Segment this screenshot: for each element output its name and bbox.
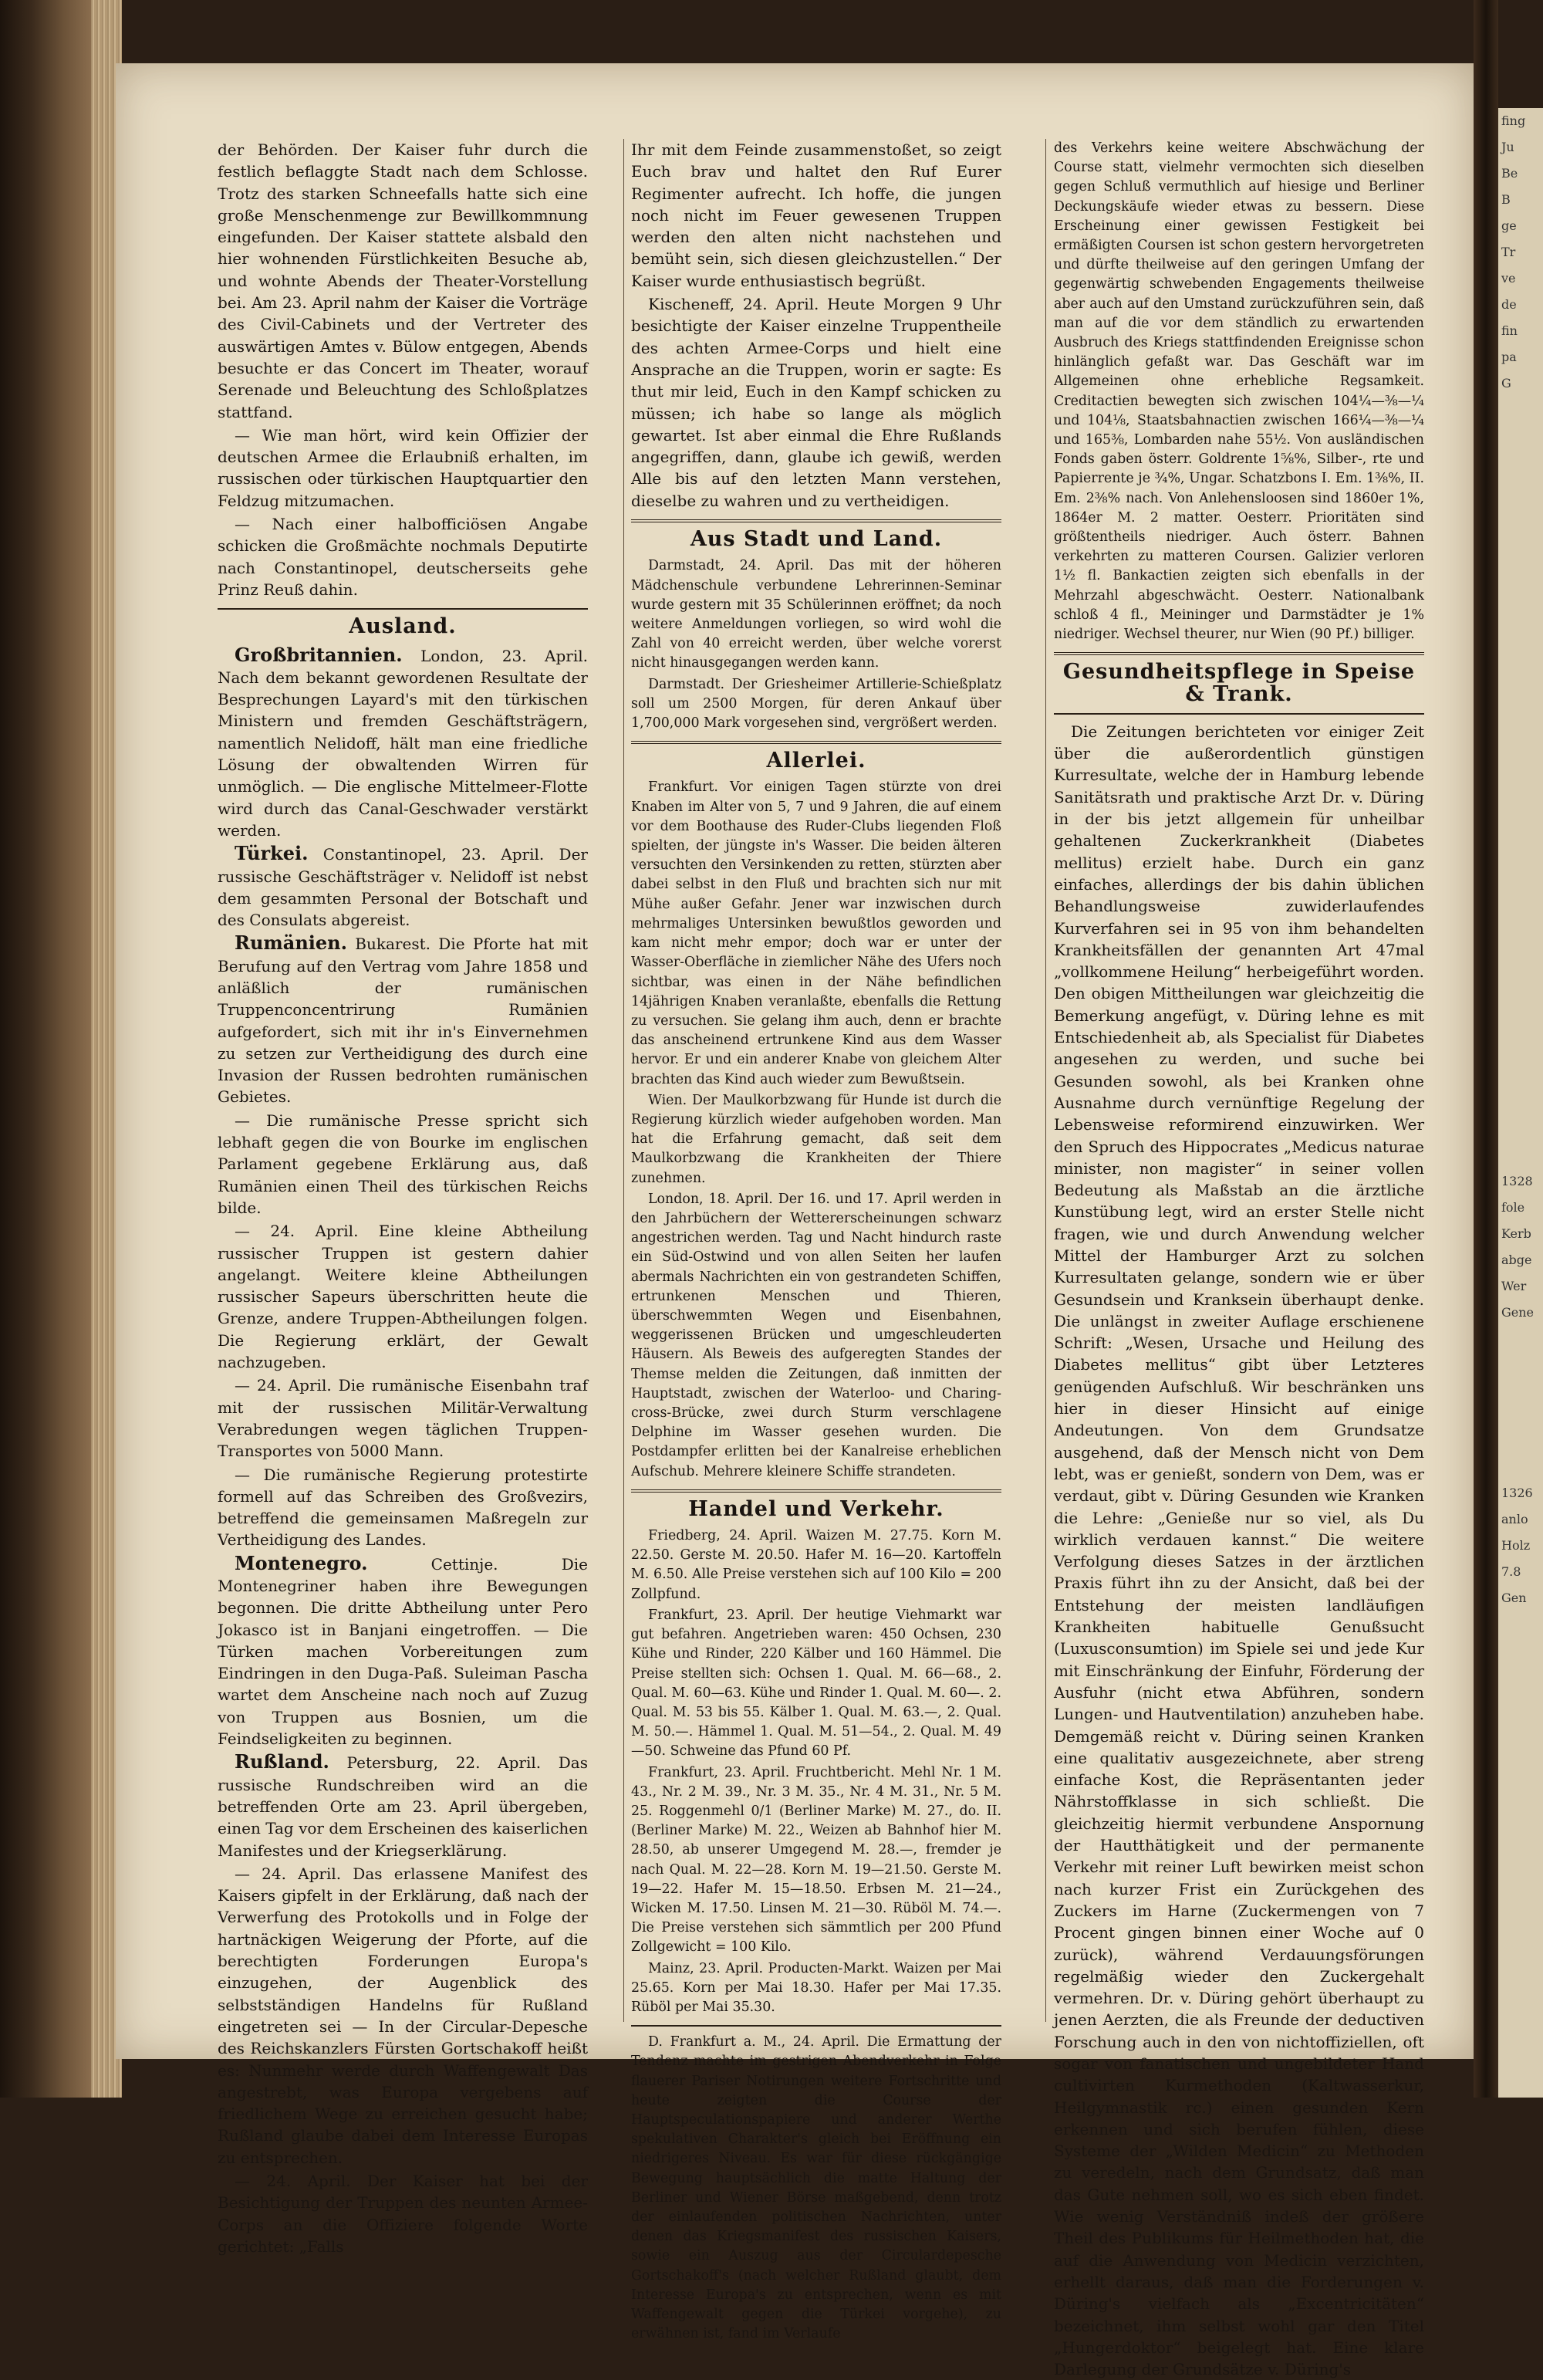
- section-rule: [631, 519, 1001, 522]
- col2-paragraph: Mainz, 23. April. Producten-Markt. Waizen per Mai 25.65. Korn per Mai 18.30. Hafer per Mai 17.35. Rüböl per Mai 35.30.: [631, 1960, 1001, 2015]
- col1-paragraph: — Nach einer halbofficiösen Angabe schicken die Großmächte nochmals Deputirte nach Constantinopel, deutscherseits gehe Prinz Reuß dahin.: [218, 515, 588, 599]
- section-heading-stadt-und-land: Aus Stadt und Land.: [690, 527, 943, 552]
- facing-page-fragment: ve: [1501, 271, 1516, 286]
- facing-page-fragment: Gen: [1501, 1591, 1527, 1605]
- col1-paragraph: London, 23. April. Nach dem bekannt gewordenen Resultate der Besprechungen Layard's mit den türkischen Ministern und fremden Geschäftsträgern, namentlich Nelidoff, hält man eine friedliche Lösung der obwaltenden Wirren für unmöglich. — Die englische Mittelmeer-Flotte wird durch das Canal-Geschwader verstärkt werden.: [218, 646, 589, 840]
- facing-page-edge: [1498, 108, 1543, 2098]
- col2-paragraph: D. Frankfurt a. M., 24. April. Die Ermattung der Tendenz machte im gestrigen Abendverkehr in Folge flauerer Pariser Notirungen weitere Fortschritte und heute zeigten die Course der Hauptspeculationspapiere und anderer Werthe spekulativen Charakter's gleich bei Eröffnung ein niedrigeres Niveau. Es war für diese rückgängige Bewegung hauptsächlich die matte Haltung der Berliner und Wiener Börse maßgebend, denn trotz der einlaufenden politischen Nachrichten, unter denen das Kriegsmanifest des russischen Kaisers, sowie ein Auszug aus der Circulardepesche Gortschakoff's (nach welcher Rußland glaubt, dem Interesse Europa's zu entsprechen, wenn es mit Waffengewalt gegen die Türkei vorgehe), zu erwähnen ist, fand im Verlaufe: [631, 2034, 1001, 2342]
- section-rule: [631, 2025, 1001, 2027]
- country-label: Rußland.: [235, 1750, 329, 1773]
- column-1: [218, 139, 589, 2256]
- col2-paragraph: Frankfurt, 23. April. Fruchtbericht. Mehl Nr. 1 M. 43., Nr. 2 M. 39., Nr. 3 M. 35., Nr. 4 M. 31., Nr. 5 M. 25. Roggenmehl 0/1 (Berliner Marke) M. 27., do. II. (Berliner Marke) M. 22., Weizen ab Bahnhof hier M. 28.50, ab unserer Umgegend M. 28.—, fremder je nach Qual. M. 22—28. Korn M. 19—21.50. Gerste M. 19—22. Hafer M. 15—18.50. Erbsen M. 21—24., Wicken M. 17.50. Linsen M. 21—30. Rüböl M. 74.—. Die Preise verstehen sich sämmtlich per 200 Pfund Zollgewicht = 100 Kilo.: [631, 1764, 1001, 1956]
- facing-page-fragment: 1328: [1501, 1174, 1533, 1188]
- facing-page-fragment: Ju: [1501, 140, 1514, 154]
- col3-paragraph: des Verkehrs keine weitere Abschwächung der Course statt, vielmehr vermochten sich dieselben gegen Schluß vermuthlich auf hiesige und Berliner Deckungskäufe wieder etwas zu bessern. Diese Erscheinung einer gewissen Festigkeit bei ermäßigten Coursen ist schon gestern hervorgetreten und dürfte theilweise auf den geringen Umfang der gegenwärtig schwebenden Engagements theilweise aber auch auf den Umstand zurückzuführen sein, daß man auf die vor dem ständlich zu erwartenden Ausbruch des Kriegs stattfindenden Ereignisse schon hinlänglich gefaßt war. Das Geschäft war im Allgemeinen ohne erhebliche Regsamkeit. Creditactien bewegten sich zwischen 104¼—⅜—¼ und 104⅛, Staatsbahnactien zwischen 166¼—⅜—¼ und 165⅜, Lombarden nahe 55½. Von ausländischen Fonds gaben österr. Goldrente 1⅝%, Silber-, rte und Papierrente je ¾%, Ungar. Schatzbons I. Em. 1⅜%, II. Em. 2⅜% nach. Von Anlehensloosen sind 1860er 1%, 1864er M. 2 matter. Oesterr. Prioritäten sind größtentheils niedriger. Auch österr. Bahnen verkehrten zu matteren Coursen. Galizier verloren 1½ fl. Bankactien zeigten sich ebenfalls in der Mehrzahl abgeschwächt. Oesterr. Nationalbank schloß 4 fl., Meininger und Darmstädter je 1% niedriger. Wechsel theurer, nur Wien (90 Pf.) billiger.: [1054, 140, 1424, 643]
- col2-paragraph: Darmstadt. Der Griesheimer Artillerie-Schießplatz soll um 2500 Morgen, für deren Ankauf über 1,700,000 Mark vorgesehen sind, vergrößert werden.: [631, 676, 1001, 731]
- col2-paragraph: Darmstadt, 24. April. Das mit der höheren Mädchenschule verbundene Lehrerinnen-Seminar wurde gestern mit 35 Schülerinnen eröffnet; da noch weitere Anmeldungen vorliegen, so wird wohl die Zahl von 40 erreicht werden, über welche vorerst nicht hinausgegangen werden kann.: [631, 558, 1001, 671]
- facing-page-fragment: fin: [1501, 323, 1518, 338]
- col1-paragraph: — 24. April. Das erlassene Manifest des Kaisers gipfelt in der Erklärung, daß nach der Verwerfung des Protokolls und in Folge der hartnäckigen Weigerung der Pforte, auf die berechtigten Forderungen Europa's einzugehen, der Augenblick des selbstständigen Handelns für Rußland eingetreten sei — In der Circular-Depesche des Reichskanzlers Fürsten Gortschakoff heißt es: Nunmehr werde durch Waffengewalt Das angestrebt, was Europa vergebens auf friedlichem Wege zu erreichen gesucht habe; Rußland glaube dabei dem Interesse Europas zu entsprechen.: [218, 1864, 588, 2167]
- column-2: [631, 139, 1001, 2342]
- country-label: Rumänien.: [235, 931, 347, 955]
- col1-paragraph: der Behörden. Der Kaiser fuhr durch die festlich beflaggte Stadt nach dem Schlosse. Trotz des starken Schneefalls hatte sich eine große Menschenmenge zur Bewillkommnung eingefunden. Der Kaiser stattete alsbald den hier wohnenden Fürstlichkeiten Besuche ab, und wohnte Abends der Theater-Vorstellung bei. Am 23. April nahm der Kaiser die Vorträge des Civil-Cabinets und der Vertreter des auswärtigen Amtes v. Bülow entgegen, Abends besuchte er das Concert im Theater, worauf Serenade und Beleuchtung des Schloßplatzes stattfand.: [218, 140, 588, 421]
- section-rule: [1054, 713, 1424, 715]
- facing-page-fragment: 1326: [1501, 1486, 1533, 1500]
- section-heading-ausland: Ausland.: [349, 614, 457, 639]
- facing-page-fragment: Tr: [1501, 245, 1516, 259]
- country-label: Montenegro.: [235, 1551, 368, 1574]
- col2-paragraph: Ihr mit dem Feinde zusammenstoßet, so zeigt Euch brav und haltet den Ruf Eurer Regimenter aufrecht. Ich hoffe, die jungen noch nicht im Feuer gewesenen Truppen werden den alten nicht nachstehen und bemüht sein, sich diesen gleichzustellen.“ Der Kaiser wurde enthusiastisch begrüßt.: [631, 140, 1001, 290]
- facing-page-fragment: anlo: [1501, 1512, 1528, 1526]
- facing-page-fragment: abge: [1501, 1253, 1532, 1267]
- facing-page-fragment: B: [1501, 192, 1511, 207]
- section-rule: [631, 1489, 1001, 1493]
- col1-paragraph: Bukarest. Die Pforte hat mit Berufung auf den Vertrag vom Jahre 1858 und anläßlich der rumänischen Truppenconcentrirung Rumänien aufgefordert, sich mit ihr in's Einvernehmen zu setzen zur Vertheidigung des durch eine Invasion der Russen bedrohten rumänischen Gebietes.: [218, 935, 589, 1107]
- facing-page-fragment: 7.8: [1501, 1564, 1521, 1579]
- col1-paragraph: — Die rumänische Regierung protestirte formell auf das Schreiben des Großvezirs, betreffend die gemeinsamen Maßregeln zur Vertheidigung des Landes.: [218, 1465, 588, 1550]
- country-label: Großbritannien.: [235, 643, 403, 666]
- col1-paragraph: — Wie man hört, wird kein Offizier der deutschen Armee die Erlaubniß erhalten, im russischen oder türkischen Hauptquartier den Feldzug mitzumachen.: [218, 425, 588, 510]
- section-heading-gesundheitspflege: Gesundheitspflege in Speise & Trank.: [1062, 660, 1416, 706]
- facing-page-fragment: pa: [1501, 350, 1517, 364]
- col1-paragraph: — 24. April. Eine kleine Abtheilung russischer Truppen ist gestern dahier angelangt. Weitere kleine Abtheilungen russischer Sapeurs überschritten heute die Grenze, andere Truppen-Abtheilungen folgen. Die Regierung erklärt, der Gewalt nachzugeben.: [218, 1222, 588, 1372]
- facing-page-fragment: Kerb: [1501, 1226, 1531, 1241]
- section-rule: [218, 608, 588, 610]
- col2-paragraph: Kischeneff, 24. April. Heute Morgen 9 Uhr besichtigte der Kaiser einzelne Truppentheile des achten Armee-Corps und hielt eine Ansprache an die Truppen, worin er sagte: Es thut mir leid, Euch in den Kampf schicken zu müssen; ich habe so lange als möglich gewartet. Ist aber einmal die Ehre Rußlands angegriffen, dann, glaube ich gewiß, werden Alle bis auf den letzten Mann verstehen, dieselbe zu wahren und zu vertheidigen.: [631, 295, 1001, 510]
- col1-paragraph: Cettinje. Die Montenegriner haben ihre Bewegungen begonnen. Die dritte Abtheilung unter Pero Jokasco ist in Banjani eingetroffen. — Die Türken machen Vorbereitungen zum Eindringen in den Duga-Paß. Suleiman Pascha wartet dem Anscheine nach noch auf Zuzug von Truppen aus Bosnien, um die Feindseligkeiten zu beginnen.: [218, 1554, 588, 1749]
- book-spine: [0, 0, 91, 2098]
- col1-paragraph: — 24. April. Die rumänische Eisenbahn traf mit der russischen Militär-Verwaltung Verabredungen wegen täglichen Truppen-Transportes von 5000 Mann.: [218, 1376, 588, 1461]
- col2-paragraph: Frankfurt, 23. April. Der heutige Viehmarkt war gut befahren. Angetrieben waren: 450 Ochsen, 230 Kühe und Rinder, 220 Kälber und 160 Hämmel. Die Preise stellten sich: Ochsen 1. Qual. M. 66—68., 2. Qual. M. 60—63. Kühe und Rinder 1. Qual. M. 60—. 2. Qual. M. 53 bis 55. Kälber 1. Qual. M. 63.—, 2. Qual. M. 50.—. Hämmel 1. Qual. M. 51—54., 2. Qual. M. 49—50. Schweine das Pfund 60 Pf.: [631, 1607, 1001, 1760]
- section-rule: [1054, 652, 1424, 655]
- col2-paragraph: Friedberg, 24. April. Waizen M. 27.75. Korn M. 22.50. Gerste M. 20.50. Hafer M. 16—20. Kartoffeln M. 6.50. Alle Preise verstehen sich auf 100 Kilo = 200 Zollpfund.: [631, 1528, 1001, 1602]
- facing-page-fragment: Holz: [1501, 1538, 1531, 1553]
- facing-page-fragment: fing: [1501, 113, 1526, 128]
- facing-page-fragment: ge: [1501, 218, 1517, 233]
- col1-paragraph: Constantinopel, 23. April. Der russische Geschäftsträger v. Nelidoff ist nebst dem gesammten Personal der Botschaft und des Consulats abgereist.: [218, 845, 588, 930]
- column-3: [1054, 139, 1424, 2379]
- facing-page-fragment: de: [1501, 297, 1517, 312]
- column-rule-2: [1045, 139, 1046, 2022]
- facing-page-fragment: fole: [1501, 1200, 1525, 1215]
- facing-page-fragment: Wer: [1501, 1279, 1527, 1293]
- section-rule: [631, 741, 1001, 744]
- col2-paragraph: Wien. Der Maulkorbzwang für Hunde ist durch die Regierung kürzlich wieder aufgehoben worden. Man hat die Erfahrung gemacht, daß seit dem Maulkorbzwang die Krankheiten der Thiere zunehmen.: [631, 1092, 1001, 1186]
- col1-paragraph: — 24. April. Der Kaiser hat bei der Besichtigung der Truppen des neunten Armee-Corps an die Offiziere folgende Worte gerichtet: „Falls: [218, 2172, 588, 2256]
- col2-paragraph: London, 18. April. Der 16. und 17. April werden in den Jahrbüchern der Wettererscheinungen schwarz angestrichen werden. Tag und Nacht hindurch raste ein Süd-Ostwind und von allen Seiten her laufen abermals Nachrichten ein von gestrandeten Schiffen, ertrunkenen Menschen und Thieren, überschwemmten Wegen und Eisenbahnen, weggerissenen Brücken und umgeschleuderten Häusern. Als Beweis des aufgeregten Standes der Themse melden die Zeitungen, daß inmitten der Hauptstadt, zwischen der Waterloo- und Charing-cross-Brücke, zwei durch Sturm verschlagene Delphine im Wasser gesehen wurden. Die Postdampfer erlitten bei der Kanalreise erheblichen Aufschub. Mehrere kleinere Schiffe strandeten.: [631, 1191, 1001, 1479]
- binding-gutter: [1474, 0, 1498, 2098]
- country-label: Türkei.: [235, 842, 309, 865]
- col1-paragraph: — Die rumänische Presse spricht sich lebhaft gegen die von Bourke im englischen Parlament gegebene Erklärung aus, daß Rumänien einen Theil des türkischen Reichs bilde.: [218, 1111, 588, 1217]
- col1-paragraph: Petersburg, 22. April. Das russische Rundschreiben wird an die betreffenden Orte am 23. April übergeben, einen Tag vor dem Erscheinen des kaiserlichen Manifestes und der Kriegserklärung.: [218, 1753, 588, 1860]
- facing-page-fragment: Be: [1501, 166, 1518, 181]
- section-heading-handel-und-verkehr: Handel und Verkehr.: [688, 1496, 944, 1521]
- facing-page-fragment: Gene: [1501, 1305, 1535, 1320]
- section-heading-allerlei: Allerlei.: [766, 749, 866, 773]
- col3-paragraph: Die Zeitungen berichteten vor einiger Zeit über die außerordentlich günstigen Kurresultate, welche der in Hamburg lebende Sanitätsrath und praktische Arzt Dr. v. Düring in der bis jetzt allgemein für unheilbar gehaltenen Zuckerkrankheit (Diabetes mellitus) erzielt habe. Durch ein ganz einfaches, allerdings der bis dahin üblichen Behandlungsweise zuwiderlaufendes Kurverfahren sei in 95 von ihm behandelten Krankheitsfällen der genannten Art 47mal „vollkommene Heilung“ herbeigeführt worden. Den obigen Mittheilungen war gleichzeitig die Bemerkung angefügt, v. Düring lehne es mit Entschiedenheit ab, als Specialist für Diabetes angesehen zu werden, und suche bei Gesunden sowohl, als bei Kranken ohne Ausnahme durch vernünftige Regelung der Lebensweise reformirend einzuwirken. Wer den Spruch des Hippocrates „Medicus naturae minister, non magister“ in seiner vollen Bedeutung als Maßstab an die ärztliche Kunstübung legt, wird an erster Stelle nicht fragen, wie und durch Anwendung welcher Mittel der Hamburger Arzt zu solchen Kurresultaten gelange, sondern wie er über Gesundsein und Kranksein überhaupt denke. Die unlängst in zweiter Auflage erschienene Schrift: „Wesen, Ursache und Heilung des Diabetes mellitus“ gibt über Letzteres genügenden Aufschluß. Wir beschränken uns hier in dieser Hinsicht auf einige Andeutungen. Von dem Grundsatze ausgehend, daß der Mensch nicht von Dem lebt, was er genießt, sondern von Dem, was er verdaut, gibt v. Düring Gesunden wie Kranken die Lehre: „Genieße nur so viel, als Du wirklich verdauen kannst.“ Die weitere Verfolgung dieses Satzes in der ärztlichen Praxis führt ihn zu der Ansicht, daß bei der Entstehung der meisten landläufigen Krankheiten habituelle Genußsucht (Luxusconsumtion) im Spiele sei und jede Kur mit Einschränkung der Einfuhr, Förderung der Ausfuhr (nicht etwa Abführen, sondern Lungen- und Hautventilation) anzuheben habe. Demgemäß reicht v. Düring seinen Kranken eine qualitativ ausgezeichnete, aber streng einfache Kost, die Repräsentanten jeder Nährstoffklasse in sich schließt. Die gleichzeitig hiermit verbundene Anspornung der Hautthätigkeit und der permanente Verkehr mit reiner Luft bewirken meist schon nach kurzer Frist ein Zurückgehen des Zuckers im Harne (Zuckermengen von 7 Procent gingen binnen einer Woche auf 0 zurück), während Verdauungsförungen regelmäßig wieder den Zuckergehalt vermehren. Dr. v. Düring gehört überhaupt zu jenen Aerzten, die als Freunde der deductiven Forschung auch in den von nichtoffiziellen, oft sogar von fanatischen und ungebildeter Hand cultivirten Kurmethoden (Kaltwasserkur, Heilgymnastik rc.) einen gesunden Kern erkennen und sich berufen fühlen, diese Systeme der „Wilden Medicin“ zu Methoden zu veredeln, nach dem Grundsatz, daß man das Gute nehmen soll, wo es sich eben findet. Wie wenig Verständniß indeß der größere Theil des Publikums für Heilmethoden hat, die auf die Anwendung von Medicin verzichten, erhellt daraus, daß man die Forderungen v. Düring's vielfach als „Excentricitäten“ bezeichnet, ihm selbst wohl gar den Titel „Hungerdoktor“ beigelegt hat. Eine klare Darlegung der Grundsätze v. Düring's: [1054, 722, 1424, 2379]
- col2-paragraph: Frankfurt. Vor einigen Tagen stürzte von drei Knaben im Alter von 5, 7 und 9 Jahren, die auf einem vor dem Boothause des Ruder-Clubs liegenden Floß spielten, der jüngste in's Wasser. Die beiden älteren versuchten den Versinkenden zu retten, stürzten aber dabei selbst in den Fluß und brachten sich nur mit Mühe außer Gefahr. Jener war inzwischen durch mehrmaliges Untersinken bewußtlos geworden und kam nicht mehr empor; doch war er unter der Wasser-Oberfläche in ziemlicher Nähe des Ufers noch sichtbar, was einen in der Nähe befindlichen 14jährigen Knaben veranlaßte, ebenfalls die Rettung zu versuchen. Sie gelang ihm auch, denn er brachte das anscheinend ertrunkene Kind aus dem Wasser hervor. Er und ein anderer Knabe von gleichem Alter brachten das Kind auch wieder zum Bewußtsein.: [631, 779, 1001, 1087]
- column-rule-1: [623, 139, 624, 2022]
- facing-page-fragment: G: [1501, 376, 1511, 390]
